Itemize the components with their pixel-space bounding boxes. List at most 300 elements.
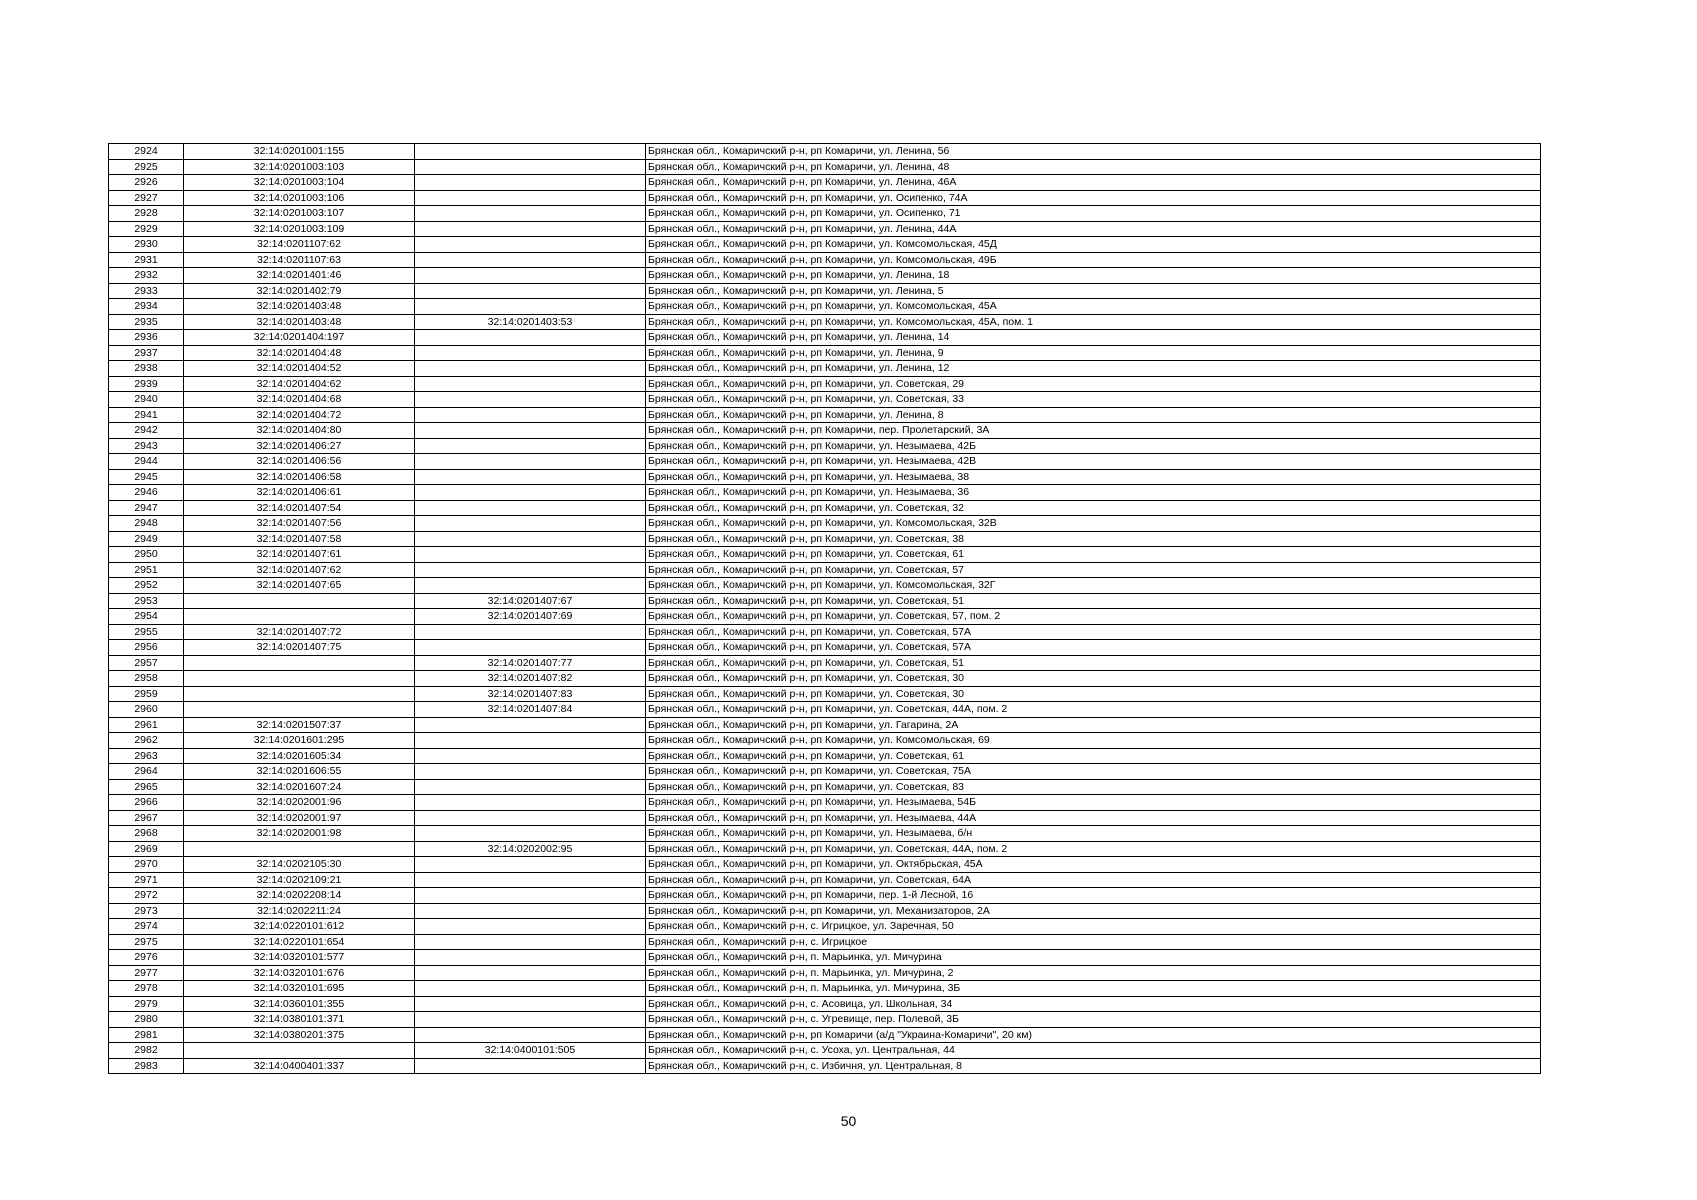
row-number-cell: 2962	[109, 733, 184, 749]
cadastral-number-cell: 32:14:0380201:375	[184, 1027, 415, 1043]
row-number-cell: 2950	[109, 547, 184, 563]
related-cadastral-number-cell: 32:14:0201407:82	[415, 671, 646, 687]
table-row	[109, 1043, 1541, 1059]
related-cadastral-number-cell	[415, 221, 646, 237]
related-cadastral-number-cell	[415, 779, 646, 795]
related-cadastral-number-cell	[415, 237, 646, 253]
related-cadastral-number-cell	[415, 1012, 646, 1028]
address-cell: Брянская обл., Комаричский р-н, рп Комаричи, ул. Советская, 83	[646, 779, 1541, 795]
address-cell: Брянская обл., Комаричский р-н, рп Комаричи, ул. Ленина, 12	[646, 361, 1541, 377]
table-row	[109, 686, 1541, 702]
table-row	[109, 903, 1541, 919]
related-cadastral-number-cell	[415, 826, 646, 842]
cadastral-number-cell: 32:14:0201404:52	[184, 361, 415, 377]
row-number-cell: 2967	[109, 810, 184, 826]
related-cadastral-number-cell: 32:14:0202002:95	[415, 841, 646, 857]
table-row	[109, 314, 1541, 330]
table-row	[109, 795, 1541, 811]
related-cadastral-number-cell: 32:14:0201407:77	[415, 655, 646, 671]
cadastral-number-cell	[184, 593, 415, 609]
related-cadastral-number-cell: 32:14:0201407:67	[415, 593, 646, 609]
related-cadastral-number-cell: 32:14:0400101:505	[415, 1043, 646, 1059]
row-number-cell: 2958	[109, 671, 184, 687]
related-cadastral-number-cell	[415, 392, 646, 408]
row-number-cell: 2973	[109, 903, 184, 919]
row-number-cell: 2949	[109, 531, 184, 547]
row-number-cell: 2971	[109, 872, 184, 888]
address-cell: Брянская обл., Комаричский р-н, рп Комаричи, ул. Советская, 51	[646, 655, 1541, 671]
table-row	[109, 1027, 1541, 1043]
related-cadastral-number-cell	[415, 361, 646, 377]
related-cadastral-number-cell	[415, 764, 646, 780]
table-row	[109, 516, 1541, 532]
row-number-cell: 2936	[109, 330, 184, 346]
cadastral-number-cell: 32:14:0201404:80	[184, 423, 415, 439]
table-row	[109, 717, 1541, 733]
address-cell: Брянская обл., Комаричский р-н, рп Комаричи, ул. Незымаева, 54Б	[646, 795, 1541, 811]
related-cadastral-number-cell	[415, 562, 646, 578]
address-cell: Брянская обл., Комаричский р-н, с. Игрицкое	[646, 934, 1541, 950]
row-number-cell: 2977	[109, 965, 184, 981]
address-cell: Брянская обл., Комаричский р-н, рп Комаричи, ул. Советская, 44А, пом. 2	[646, 841, 1541, 857]
row-number-cell: 2972	[109, 888, 184, 904]
row-number-cell: 2955	[109, 624, 184, 640]
table-row	[109, 702, 1541, 718]
row-number-cell: 2979	[109, 996, 184, 1012]
row-number-cell: 2926	[109, 175, 184, 191]
related-cadastral-number-cell	[415, 624, 646, 640]
address-cell: Брянская обл., Комаричский р-н, рп Комаричи, пер. Пролетарский, 3А	[646, 423, 1541, 439]
cadastral-number-cell: 32:14:0201406:27	[184, 438, 415, 454]
table-row	[109, 872, 1541, 888]
table-row	[109, 190, 1541, 206]
table-row	[109, 981, 1541, 997]
address-cell: Брянская обл., Комаричский р-н, рп Комаричи, ул. Комсомольская, 45Д	[646, 237, 1541, 253]
cadastral-number-cell: 32:14:0201407:75	[184, 640, 415, 656]
table-row	[109, 547, 1541, 563]
row-number-cell: 2942	[109, 423, 184, 439]
table-row	[109, 733, 1541, 749]
table-row	[109, 407, 1541, 423]
address-cell: Брянская обл., Комаричский р-н, рп Комаричи, ул. Советская, 33	[646, 392, 1541, 408]
related-cadastral-number-cell	[415, 810, 646, 826]
cadastral-number-cell: 32:14:0201601:295	[184, 733, 415, 749]
table-row	[109, 748, 1541, 764]
cadastral-number-cell: 32:14:0201107:63	[184, 252, 415, 268]
cadastral-number-cell: 32:14:0201407:54	[184, 500, 415, 516]
row-number-cell: 2980	[109, 1012, 184, 1028]
related-cadastral-number-cell	[415, 144, 646, 160]
table-row	[109, 779, 1541, 795]
related-cadastral-number-cell	[415, 547, 646, 563]
row-number-cell: 2941	[109, 407, 184, 423]
cadastral-number-cell: 32:14:0201003:109	[184, 221, 415, 237]
address-cell: Брянская обл., Комаричский р-н, рп Комаричи, ул. Незымаева, 42Б	[646, 438, 1541, 454]
address-cell: Брянская обл., Комаричский р-н, рп Комаричи, ул. Советская, 30	[646, 671, 1541, 687]
row-number-cell: 2966	[109, 795, 184, 811]
cadastral-number-cell	[184, 702, 415, 718]
cadastral-number-cell: 32:14:0201507:37	[184, 717, 415, 733]
address-cell: Брянская обл., Комаричский р-н, с. Игрицкое, ул. Заречная, 50	[646, 919, 1541, 935]
address-cell: Брянская обл., Комаричский р-н, рп Комаричи, ул. Советская, 57, пом. 2	[646, 609, 1541, 625]
address-cell: Брянская обл., Комаричский р-н, рп Комаричи, ул. Осипенко, 74А	[646, 190, 1541, 206]
address-cell: Брянская обл., Комаричский р-н, рп Комаричи, ул. Комсомольская, 45А, пом. 1	[646, 314, 1541, 330]
related-cadastral-number-cell	[415, 438, 646, 454]
cadastral-number-cell	[184, 841, 415, 857]
row-number-cell: 2976	[109, 950, 184, 966]
row-number-cell: 2924	[109, 144, 184, 160]
row-number-cell: 2946	[109, 485, 184, 501]
address-cell: Брянская обл., Комаричский р-н, рп Комаричи, ул. Ленина, 9	[646, 345, 1541, 361]
table-row	[109, 655, 1541, 671]
cadastral-number-cell: 32:14:0201404:68	[184, 392, 415, 408]
table-row	[109, 454, 1541, 470]
row-number-cell: 2934	[109, 299, 184, 315]
row-number-cell: 2968	[109, 826, 184, 842]
table-row	[109, 283, 1541, 299]
cadastral-number-cell	[184, 671, 415, 687]
related-cadastral-number-cell	[415, 981, 646, 997]
cadastral-number-cell: 32:14:0201003:107	[184, 206, 415, 222]
row-number-cell: 2939	[109, 376, 184, 392]
address-cell: Брянская обл., Комаричский р-н, с. Избичня, ул. Центральная, 8	[646, 1058, 1541, 1074]
address-cell: Брянская обл., Комаричский р-н, рп Комаричи, ул. Незымаева, 36	[646, 485, 1541, 501]
cadastral-number-cell: 32:14:0201107:62	[184, 237, 415, 253]
related-cadastral-number-cell	[415, 578, 646, 594]
address-cell: Брянская обл., Комаричский р-н, с. Усоха, ул. Центральная, 44	[646, 1043, 1541, 1059]
address-cell: Брянская обл., Комаричский р-н, с. Угревище, пер. Полевой, 3Б	[646, 1012, 1541, 1028]
related-cadastral-number-cell: 32:14:0201403:53	[415, 314, 646, 330]
address-cell: Брянская обл., Комаричский р-н, рп Комаричи, ул. Октябрьская, 45А	[646, 857, 1541, 873]
related-cadastral-number-cell	[415, 857, 646, 873]
row-number-cell: 2940	[109, 392, 184, 408]
row-number-cell: 2960	[109, 702, 184, 718]
row-number-cell: 2930	[109, 237, 184, 253]
address-cell: Брянская обл., Комаричский р-н, рп Комаричи, ул. Ленина, 48	[646, 159, 1541, 175]
related-cadastral-number-cell	[415, 733, 646, 749]
row-number-cell: 2969	[109, 841, 184, 857]
cadastral-number-cell	[184, 1043, 415, 1059]
related-cadastral-number-cell	[415, 268, 646, 284]
related-cadastral-number-cell	[415, 299, 646, 315]
address-cell: Брянская обл., Комаричский р-н, рп Комаричи, ул. Механизаторов, 2А	[646, 903, 1541, 919]
table-row	[109, 485, 1541, 501]
row-number-cell: 2964	[109, 764, 184, 780]
cadastral-number-cell: 32:14:0202211:24	[184, 903, 415, 919]
table-row	[109, 268, 1541, 284]
address-cell: Брянская обл., Комаричский р-н, рп Комаричи, ул. Ленина, 18	[646, 268, 1541, 284]
table-row	[109, 578, 1541, 594]
cadastral-number-cell: 32:14:0201407:61	[184, 547, 415, 563]
table-row	[109, 841, 1541, 857]
related-cadastral-number-cell	[415, 252, 646, 268]
cadastral-number-cell: 32:14:0201404:48	[184, 345, 415, 361]
table-row	[109, 237, 1541, 253]
table-row	[109, 919, 1541, 935]
table-row	[109, 345, 1541, 361]
row-number-cell: 2929	[109, 221, 184, 237]
table-row	[109, 810, 1541, 826]
row-number-cell: 2961	[109, 717, 184, 733]
cadastral-number-cell: 32:14:0320101:676	[184, 965, 415, 981]
cadastral-number-cell: 32:14:0201003:103	[184, 159, 415, 175]
row-number-cell: 2963	[109, 748, 184, 764]
cadastral-number-cell: 32:14:0202001:97	[184, 810, 415, 826]
row-number-cell: 2965	[109, 779, 184, 795]
related-cadastral-number-cell	[415, 485, 646, 501]
cadastral-number-cell: 32:14:0201001:155	[184, 144, 415, 160]
related-cadastral-number-cell	[415, 748, 646, 764]
row-number-cell: 2938	[109, 361, 184, 377]
address-cell: Брянская обл., Комаричский р-н, рп Комаричи, ул. Советская, 64А	[646, 872, 1541, 888]
address-cell: Брянская обл., Комаричский р-н, рп Комаричи, ул. Комсомольская, 49Б	[646, 252, 1541, 268]
cadastral-number-cell: 32:14:0202208:14	[184, 888, 415, 904]
related-cadastral-number-cell	[415, 423, 646, 439]
table-row	[109, 996, 1541, 1012]
address-cell: Брянская обл., Комаричский р-н, рп Комаричи, ул. Советская, 51	[646, 593, 1541, 609]
row-number-cell: 2954	[109, 609, 184, 625]
cadastral-number-cell: 32:14:0201406:61	[184, 485, 415, 501]
address-cell: Брянская обл., Комаричский р-н, рп Комаричи, ул. Комсомольская, 45А	[646, 299, 1541, 315]
row-number-cell: 2978	[109, 981, 184, 997]
row-number-cell: 2947	[109, 500, 184, 516]
row-number-cell: 2981	[109, 1027, 184, 1043]
table-row	[109, 826, 1541, 842]
cadastral-number-cell: 32:14:0201401:46	[184, 268, 415, 284]
table-row	[109, 764, 1541, 780]
address-cell: Брянская обл., Комаричский р-н, рп Комаричи, ул. Советская, 44А, пом. 2	[646, 702, 1541, 718]
related-cadastral-number-cell	[415, 717, 646, 733]
row-number-cell: 2925	[109, 159, 184, 175]
table-row	[109, 376, 1541, 392]
related-cadastral-number-cell	[415, 469, 646, 485]
cadastral-number-cell: 32:14:0320101:695	[184, 981, 415, 997]
related-cadastral-number-cell	[415, 190, 646, 206]
cadastral-number-cell: 32:14:0201403:48	[184, 314, 415, 330]
row-number-cell: 2937	[109, 345, 184, 361]
related-cadastral-number-cell	[415, 795, 646, 811]
address-cell: Брянская обл., Комаричский р-н, рп Комаричи, ул. Ленина, 56	[646, 144, 1541, 160]
row-number-cell: 2944	[109, 454, 184, 470]
table-row	[109, 221, 1541, 237]
row-number-cell: 2975	[109, 934, 184, 950]
cadastral-number-cell: 32:14:0201404:62	[184, 376, 415, 392]
address-cell: Брянская обл., Комаричский р-н, с. Асовица, ул. Школьная, 34	[646, 996, 1541, 1012]
table-row	[109, 392, 1541, 408]
address-cell: Брянская обл., Комаричский р-н, рп Комаричи, пер. 1-й Лесной, 16	[646, 888, 1541, 904]
cadastral-number-cell: 32:14:0360101:355	[184, 996, 415, 1012]
address-cell: Брянская обл., Комаричский р-н, рп Комаричи, ул. Незымаева, б/н	[646, 826, 1541, 842]
table-row	[109, 175, 1541, 191]
cadastral-number-cell: 32:14:0202105:30	[184, 857, 415, 873]
table-row	[109, 361, 1541, 377]
address-cell: Брянская обл., Комаричский р-н, рп Комаричи, ул. Советская, 30	[646, 686, 1541, 702]
table-row	[109, 934, 1541, 950]
cadastral-number-cell: 32:14:0201606:55	[184, 764, 415, 780]
row-number-cell: 2927	[109, 190, 184, 206]
table-row	[109, 438, 1541, 454]
table-row	[109, 299, 1541, 315]
address-cell: Брянская обл., Комаричский р-н, рп Комаричи, ул. Комсомольская, 32В	[646, 516, 1541, 532]
row-number-cell: 2932	[109, 268, 184, 284]
related-cadastral-number-cell	[415, 934, 646, 950]
related-cadastral-number-cell	[415, 407, 646, 423]
cadastral-number-cell: 32:14:0201406:58	[184, 469, 415, 485]
related-cadastral-number-cell	[415, 872, 646, 888]
table-row	[109, 640, 1541, 656]
row-number-cell: 2928	[109, 206, 184, 222]
cadastral-number-cell	[184, 686, 415, 702]
cadastral-number-cell: 32:14:0201403:48	[184, 299, 415, 315]
related-cadastral-number-cell	[415, 516, 646, 532]
table-row	[109, 671, 1541, 687]
related-cadastral-number-cell: 32:14:0201407:69	[415, 609, 646, 625]
address-cell: Брянская обл., Комаричский р-н, рп Комаричи, ул. Советская, 75А	[646, 764, 1541, 780]
table-row	[109, 1058, 1541, 1074]
related-cadastral-number-cell	[415, 206, 646, 222]
related-cadastral-number-cell	[415, 376, 646, 392]
related-cadastral-number-cell	[415, 330, 646, 346]
related-cadastral-number-cell: 32:14:0201407:83	[415, 686, 646, 702]
related-cadastral-number-cell	[415, 888, 646, 904]
cadastral-number-cell: 32:14:0201003:106	[184, 190, 415, 206]
cadastral-number-cell: 32:14:0201407:56	[184, 516, 415, 532]
address-cell: Брянская обл., Комаричский р-н, рп Комаричи, ул. Незымаева, 42В	[646, 454, 1541, 470]
table-row	[109, 423, 1541, 439]
address-cell: Брянская обл., Комаричский р-н, рп Комаричи, ул. Советская, 32	[646, 500, 1541, 516]
table-row	[109, 206, 1541, 222]
cadastral-number-cell: 32:14:0201003:104	[184, 175, 415, 191]
cadastral-number-cell: 32:14:0201407:72	[184, 624, 415, 640]
related-cadastral-number-cell: 32:14:0201407:84	[415, 702, 646, 718]
row-number-cell: 2952	[109, 578, 184, 594]
cadastral-number-cell: 32:14:0202001:98	[184, 826, 415, 842]
address-cell: Брянская обл., Комаричский р-н, рп Комаричи, ул. Советская, 57А	[646, 624, 1541, 640]
related-cadastral-number-cell	[415, 996, 646, 1012]
data-table	[108, 143, 1541, 1074]
address-cell: Брянская обл., Комаричский р-н, рп Комаричи, ул. Ленина, 44А	[646, 221, 1541, 237]
cadastral-number-cell: 32:14:0400401:337	[184, 1058, 415, 1074]
address-cell: Брянская обл., Комаричский р-н, рп Комаричи, ул. Советская, 61	[646, 748, 1541, 764]
cadastral-number-cell	[184, 655, 415, 671]
address-cell: Брянская обл., Комаричский р-н, рп Комаричи, ул. Советская, 38	[646, 531, 1541, 547]
page-number: 50	[840, 1113, 857, 1129]
address-cell: Брянская обл., Комаричский р-н, п. Марьинка, ул. Мичурина, 3Б	[646, 981, 1541, 997]
table-row	[109, 500, 1541, 516]
cadastral-number-cell: 32:14:0380101:371	[184, 1012, 415, 1028]
table-row	[109, 624, 1541, 640]
row-number-cell: 2974	[109, 919, 184, 935]
address-cell: Брянская обл., Комаричский р-н, рп Комаричи, ул. Ленина, 5	[646, 283, 1541, 299]
row-number-cell: 2953	[109, 593, 184, 609]
table-row	[109, 609, 1541, 625]
address-cell: Брянская обл., Комаричский р-н, рп Комаричи, ул. Комсомольская, 32Г	[646, 578, 1541, 594]
table-row	[109, 857, 1541, 873]
table-row	[109, 531, 1541, 547]
table-row	[109, 593, 1541, 609]
row-number-cell: 2983	[109, 1058, 184, 1074]
address-cell: Брянская обл., Комаричский р-н, рп Комаричи, ул. Гагарина, 2А	[646, 717, 1541, 733]
related-cadastral-number-cell	[415, 919, 646, 935]
cadastral-number-cell: 32:14:0202109:21	[184, 872, 415, 888]
related-cadastral-number-cell	[415, 283, 646, 299]
cadastral-number-cell: 32:14:0201607:24	[184, 779, 415, 795]
table-row	[109, 330, 1541, 346]
cadastral-number-cell: 32:14:0201404:197	[184, 330, 415, 346]
cadastral-number-cell: 32:14:0201406:56	[184, 454, 415, 470]
cadastral-number-cell: 32:14:0202001:96	[184, 795, 415, 811]
row-number-cell: 2956	[109, 640, 184, 656]
address-cell: Брянская обл., Комаричский р-н, рп Комаричи, ул. Советская, 29	[646, 376, 1541, 392]
table-row	[109, 144, 1541, 160]
table-body	[109, 144, 1541, 1074]
row-number-cell: 2945	[109, 469, 184, 485]
cadastral-number-cell: 32:14:0201407:58	[184, 531, 415, 547]
row-number-cell: 2931	[109, 252, 184, 268]
table-row	[109, 562, 1541, 578]
address-cell: Брянская обл., Комаричский р-н, рп Комаричи (а/д "Украина-Комаричи", 20 км)	[646, 1027, 1541, 1043]
table-row	[109, 888, 1541, 904]
address-cell: Брянская обл., Комаричский р-н, п. Марьинка, ул. Мичурина, 2	[646, 965, 1541, 981]
related-cadastral-number-cell	[415, 345, 646, 361]
row-number-cell: 2943	[109, 438, 184, 454]
table-row	[109, 159, 1541, 175]
related-cadastral-number-cell	[415, 640, 646, 656]
address-cell: Брянская обл., Комаричский р-н, рп Комаричи, ул. Ленина, 14	[646, 330, 1541, 346]
cadastral-number-cell: 32:14:0320101:577	[184, 950, 415, 966]
related-cadastral-number-cell	[415, 531, 646, 547]
row-number-cell: 2935	[109, 314, 184, 330]
cadastral-number-cell: 32:14:0201605:34	[184, 748, 415, 764]
related-cadastral-number-cell	[415, 950, 646, 966]
cadastral-number-cell: 32:14:0201407:62	[184, 562, 415, 578]
address-cell: Брянская обл., Комаричский р-н, рп Комаричи, ул. Незымаева, 44А	[646, 810, 1541, 826]
row-number-cell: 2970	[109, 857, 184, 873]
row-number-cell: 2957	[109, 655, 184, 671]
related-cadastral-number-cell	[415, 1058, 646, 1074]
related-cadastral-number-cell	[415, 1027, 646, 1043]
related-cadastral-number-cell	[415, 500, 646, 516]
cadastral-number-cell: 32:14:0201407:65	[184, 578, 415, 594]
address-cell: Брянская обл., Комаричский р-н, рп Комаричи, ул. Осипенко, 71	[646, 206, 1541, 222]
row-number-cell: 2982	[109, 1043, 184, 1059]
row-number-cell: 2959	[109, 686, 184, 702]
related-cadastral-number-cell	[415, 454, 646, 470]
address-cell: Брянская обл., Комаричский р-н, рп Комаричи, ул. Ленина, 8	[646, 407, 1541, 423]
related-cadastral-number-cell	[415, 965, 646, 981]
cadastral-number-cell: 32:14:0220101:612	[184, 919, 415, 935]
address-cell: Брянская обл., Комаричский р-н, рп Комаричи, ул. Комсомольская, 69	[646, 733, 1541, 749]
address-cell: Брянская обл., Комаричский р-н, рп Комаричи, ул. Ленина, 46А	[646, 175, 1541, 191]
table-row	[109, 252, 1541, 268]
address-cell: Брянская обл., Комаричский р-н, рп Комаричи, ул. Советская, 57А	[646, 640, 1541, 656]
address-cell: Брянская обл., Комаричский р-н, п. Марьинка, ул. Мичурина	[646, 950, 1541, 966]
address-cell: Брянская обл., Комаричский р-н, рп Комаричи, ул. Незымаева, 38	[646, 469, 1541, 485]
row-number-cell: 2951	[109, 562, 184, 578]
cadastral-number-cell	[184, 609, 415, 625]
cadastral-number-cell: 32:14:0201404:72	[184, 407, 415, 423]
address-cell: Брянская обл., Комаричский р-н, рп Комаричи, ул. Советская, 57	[646, 562, 1541, 578]
table-row	[109, 950, 1541, 966]
cadastral-number-cell: 32:14:0201402:79	[184, 283, 415, 299]
cadastral-number-cell: 32:14:0220101:654	[184, 934, 415, 950]
table-row	[109, 469, 1541, 485]
table-row	[109, 1012, 1541, 1028]
related-cadastral-number-cell	[415, 159, 646, 175]
related-cadastral-number-cell	[415, 175, 646, 191]
address-cell: Брянская обл., Комаричский р-н, рп Комаричи, ул. Советская, 61	[646, 547, 1541, 563]
related-cadastral-number-cell	[415, 903, 646, 919]
